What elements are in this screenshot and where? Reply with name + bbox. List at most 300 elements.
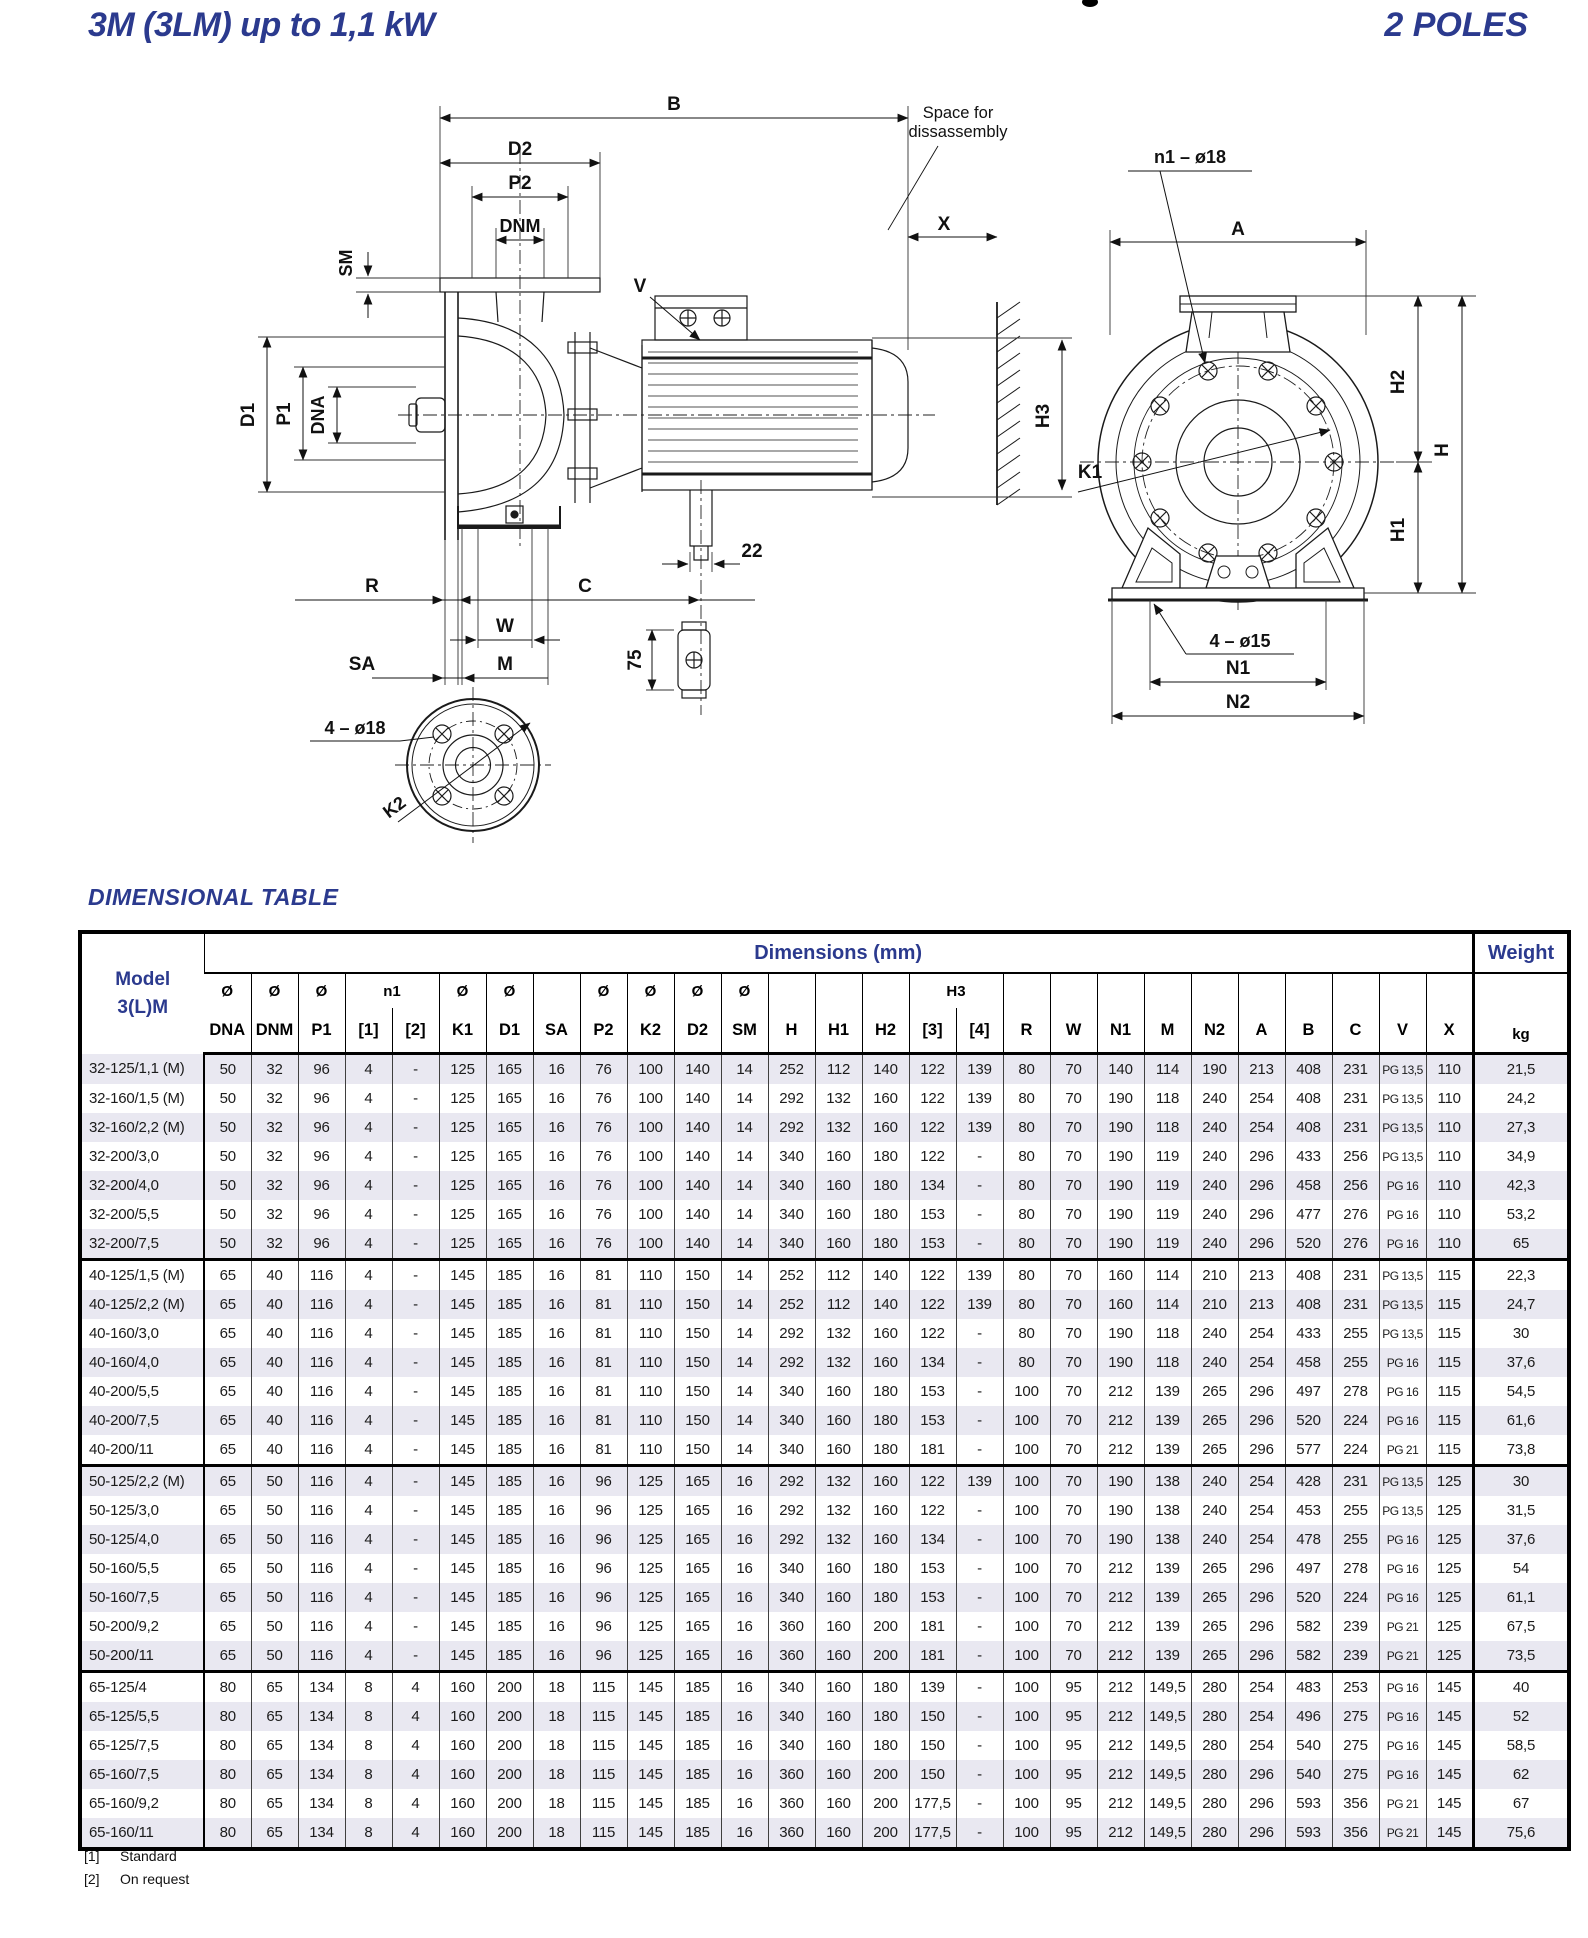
column-symbol-cell: [1191, 973, 1238, 1008]
table-cell: 212: [1097, 1731, 1144, 1760]
table-cell: 190: [1097, 1142, 1144, 1171]
table-cell: 16: [721, 1466, 768, 1497]
table-row: [80, 1496, 1569, 1525]
table-cell: 65: [204, 1583, 251, 1612]
weight-cell: 61,1: [1473, 1583, 1569, 1612]
column-symbol-cell: [768, 973, 815, 1008]
technical-drawings: [0, 0, 1588, 880]
table-cell: 100: [1003, 1818, 1050, 1849]
table-cell: 212: [1097, 1612, 1144, 1641]
table-cell: -: [392, 1435, 439, 1466]
model-cell: 32-160/2,2 (M): [80, 1113, 204, 1142]
model-column-header: [80, 932, 204, 1054]
table-cell: 265: [1191, 1554, 1238, 1583]
table-cell: 256: [1332, 1142, 1379, 1171]
table-cell: 239: [1332, 1612, 1379, 1641]
table-cell: PG 21: [1379, 1818, 1426, 1849]
table-cell: 16: [533, 1496, 580, 1525]
table-cell: 50: [204, 1200, 251, 1229]
table-cell: 340: [768, 1377, 815, 1406]
table-row: [80, 1641, 1569, 1672]
table-cell: 231: [1332, 1290, 1379, 1319]
table-cell: 116: [298, 1466, 345, 1497]
table-cell: 65: [204, 1466, 251, 1497]
table-row: [80, 1377, 1569, 1406]
table-cell: 140: [674, 1200, 721, 1229]
table-cell: 96: [298, 1171, 345, 1200]
table-cell: 115: [1426, 1406, 1473, 1435]
table-cell: 213: [1238, 1260, 1285, 1291]
dim-label-n1: N1: [1225, 658, 1251, 679]
table-cell: 520: [1285, 1229, 1332, 1260]
table-cell: 65: [204, 1290, 251, 1319]
column-symbol-cell: [1379, 973, 1426, 1008]
table-cell: 132: [815, 1113, 862, 1142]
table-cell: -: [956, 1496, 1003, 1525]
table-cell: 165: [486, 1113, 533, 1142]
table-cell: 145: [439, 1435, 486, 1466]
table-cell: 296: [1238, 1229, 1285, 1260]
table-cell: 140: [674, 1229, 721, 1260]
table-cell: 153: [909, 1229, 956, 1260]
table-row: [80, 1789, 1569, 1818]
table-cell: 265: [1191, 1406, 1238, 1435]
table-cell: 255: [1332, 1496, 1379, 1525]
weight-cell: 75,6: [1473, 1818, 1569, 1849]
table-cell: 292: [768, 1084, 815, 1113]
table-cell: 18: [533, 1731, 580, 1760]
table-cell: 212: [1097, 1672, 1144, 1703]
table-cell: 96: [298, 1054, 345, 1085]
table-cell: 32: [251, 1229, 298, 1260]
table-cell: 119: [1144, 1142, 1191, 1171]
table-cell: 139: [1144, 1435, 1191, 1466]
table-cell: 16: [533, 1319, 580, 1348]
table-cell: 65: [251, 1702, 298, 1731]
table-cell: 185: [674, 1702, 721, 1731]
table-cell: 145: [1426, 1760, 1473, 1789]
table-row: [80, 1054, 1569, 1085]
table-cell: 150: [674, 1406, 721, 1435]
table-cell: -: [956, 1789, 1003, 1818]
table-cell: 80: [204, 1702, 251, 1731]
table-cell: PG 16: [1379, 1406, 1426, 1435]
model-cell: 65-160/7,5: [80, 1760, 204, 1789]
table-cell: 145: [439, 1554, 486, 1583]
table-cell: 593: [1285, 1789, 1332, 1818]
table-cell: -: [392, 1583, 439, 1612]
table-cell: 125: [627, 1466, 674, 1497]
table-cell: 296: [1238, 1789, 1285, 1818]
table-row: [80, 1731, 1569, 1760]
table-cell: 116: [298, 1641, 345, 1672]
table-cell: 80: [1003, 1171, 1050, 1200]
table-cell: 160: [815, 1406, 862, 1435]
table-cell: 275: [1332, 1760, 1379, 1789]
table-cell: 276: [1332, 1200, 1379, 1229]
table-cell: 14: [721, 1229, 768, 1260]
table-cell: 139: [1144, 1406, 1191, 1435]
space-note-line1: Space for: [922, 104, 994, 122]
table-cell: 253: [1332, 1672, 1379, 1703]
table-row: [80, 1702, 1569, 1731]
table-cell: 165: [486, 1142, 533, 1171]
table-cell: 200: [486, 1760, 533, 1789]
table-cell: 96: [580, 1554, 627, 1583]
table-cell: 254: [1238, 1731, 1285, 1760]
table-cell: 4: [345, 1171, 392, 1200]
table-cell: 80: [204, 1760, 251, 1789]
table-cell: 296: [1238, 1760, 1285, 1789]
table-cell: 185: [674, 1818, 721, 1849]
table-cell: PG 16: [1379, 1229, 1426, 1260]
column-name-cell: A: [1238, 1008, 1285, 1054]
table-cell: PG 13,5: [1379, 1113, 1426, 1142]
table-cell: 65: [204, 1406, 251, 1435]
table-cell: 100: [1003, 1672, 1050, 1703]
table-cell: 16: [533, 1084, 580, 1113]
table-cell: 160: [815, 1435, 862, 1466]
table-cell: 190: [1097, 1200, 1144, 1229]
footnotes: [84, 1848, 189, 1894]
table-cell: 122: [909, 1054, 956, 1085]
table-cell: 180: [862, 1583, 909, 1612]
table-cell: 80: [1003, 1229, 1050, 1260]
table-cell: 428: [1285, 1466, 1332, 1497]
table-cell: 185: [486, 1260, 533, 1291]
table-cell: 125: [627, 1554, 674, 1583]
table-row: [80, 1435, 1569, 1466]
table-cell: 125: [1426, 1496, 1473, 1525]
table-cell: 139: [956, 1084, 1003, 1113]
table-cell: 185: [486, 1290, 533, 1319]
flange-holes-label: 4 – ø18: [324, 718, 386, 738]
table-cell: 4: [345, 1466, 392, 1497]
table-cell: 213: [1238, 1054, 1285, 1085]
table-cell: 149,5: [1144, 1702, 1191, 1731]
table-cell: 224: [1332, 1583, 1379, 1612]
table-cell: 165: [486, 1229, 533, 1260]
weight-unit-header: kg: [1473, 973, 1569, 1054]
table-cell: 212: [1097, 1702, 1144, 1731]
table-cell: 110: [1426, 1113, 1473, 1142]
table-cell: 125: [1426, 1554, 1473, 1583]
table-cell: 340: [768, 1672, 815, 1703]
table-cell: 14: [721, 1290, 768, 1319]
table-cell: 80: [1003, 1319, 1050, 1348]
table-cell: 122: [909, 1496, 956, 1525]
table-cell: 165: [674, 1641, 721, 1672]
model-cell: 50-200/9,2: [80, 1612, 204, 1641]
table-cell: -: [392, 1641, 439, 1672]
table-cell: 115: [1426, 1435, 1473, 1466]
table-cell: 140: [674, 1142, 721, 1171]
table-cell: 254: [1238, 1319, 1285, 1348]
table-cell: 16: [721, 1583, 768, 1612]
table-cell: 165: [674, 1583, 721, 1612]
table-cell: 70: [1050, 1554, 1097, 1583]
table-cell: 4: [345, 1377, 392, 1406]
table-cell: 212: [1097, 1760, 1144, 1789]
table-cell: 4: [345, 1554, 392, 1583]
table-cell: 296: [1238, 1612, 1285, 1641]
table-cell: 160: [815, 1142, 862, 1171]
table-cell: 145: [439, 1496, 486, 1525]
table-cell: 116: [298, 1525, 345, 1554]
table-cell: 200: [486, 1818, 533, 1849]
table-cell: 16: [533, 1377, 580, 1406]
table-cell: 212: [1097, 1435, 1144, 1466]
table-cell: 453: [1285, 1496, 1332, 1525]
table-cell: 139: [956, 1054, 1003, 1085]
table-row: [80, 1612, 1569, 1641]
table-cell: 180: [862, 1731, 909, 1760]
table-cell: 40: [251, 1377, 298, 1406]
table-cell: 265: [1191, 1377, 1238, 1406]
table-cell: 81: [580, 1319, 627, 1348]
column-symbol-cell: Ø: [298, 973, 345, 1008]
table-cell: -: [956, 1672, 1003, 1703]
table-cell: 70: [1050, 1260, 1097, 1291]
table-cell: 185: [486, 1377, 533, 1406]
table-cell: 181: [909, 1612, 956, 1641]
table-cell: 16: [533, 1200, 580, 1229]
table-cell: -: [392, 1406, 439, 1435]
table-cell: 70: [1050, 1525, 1097, 1554]
weight-cell: 73,8: [1473, 1435, 1569, 1466]
table-cell: 32: [251, 1054, 298, 1085]
dim-label-w: W: [496, 616, 514, 637]
model-cell: 40-125/1,5 (M): [80, 1260, 204, 1291]
weight-cell: 67,5: [1473, 1612, 1569, 1641]
table-cell: 70: [1050, 1084, 1097, 1113]
table-cell: -: [956, 1525, 1003, 1554]
table-cell: -: [956, 1583, 1003, 1612]
table-cell: 80: [204, 1731, 251, 1760]
table-cell: 408: [1285, 1260, 1332, 1291]
table-cell: 200: [486, 1789, 533, 1818]
table-cell: 16: [533, 1435, 580, 1466]
table-row: [80, 1142, 1569, 1171]
table-cell: 4: [345, 1290, 392, 1319]
table-cell: 4: [345, 1583, 392, 1612]
column-name-cell: N1: [1097, 1008, 1144, 1054]
weight-cell: 53,2: [1473, 1200, 1569, 1229]
table-cell: 292: [768, 1319, 815, 1348]
table-cell: -: [956, 1702, 1003, 1731]
table-cell: 150: [674, 1348, 721, 1377]
model-cell: 50-160/7,5: [80, 1583, 204, 1612]
table-cell: 81: [580, 1290, 627, 1319]
table-cell: 276: [1332, 1229, 1379, 1260]
table-cell: 145: [627, 1760, 674, 1789]
table-cell: 296: [1238, 1641, 1285, 1672]
table-cell: 112: [815, 1054, 862, 1085]
table-cell: 110: [1426, 1084, 1473, 1113]
table-cell: 254: [1238, 1525, 1285, 1554]
table-cell: 4: [345, 1054, 392, 1085]
table-cell: 50: [251, 1641, 298, 1672]
column-name-cell: N2: [1191, 1008, 1238, 1054]
table-cell: 115: [580, 1672, 627, 1703]
table-cell: 16: [533, 1229, 580, 1260]
table-cell: 65: [204, 1496, 251, 1525]
table-cell: 76: [580, 1084, 627, 1113]
table-cell: 185: [486, 1583, 533, 1612]
dim-label-c: C: [578, 576, 592, 597]
table-cell: 360: [768, 1760, 815, 1789]
table-cell: 4: [392, 1731, 439, 1760]
column-name-cell: SA: [533, 1008, 580, 1054]
table-cell: 224: [1332, 1435, 1379, 1466]
table-cell: 256: [1332, 1171, 1379, 1200]
table-cell: 145: [439, 1377, 486, 1406]
table-cell: PG 16: [1379, 1171, 1426, 1200]
table-cell: 100: [627, 1142, 674, 1171]
table-cell: 520: [1285, 1406, 1332, 1435]
column-name-cell: W: [1050, 1008, 1097, 1054]
dim-label-d1: D1: [238, 402, 259, 428]
column-name-cell: H2: [862, 1008, 909, 1054]
table-cell: 95: [1050, 1702, 1097, 1731]
table-cell: 112: [815, 1290, 862, 1319]
table-cell: 119: [1144, 1229, 1191, 1260]
table-cell: 582: [1285, 1612, 1332, 1641]
model-cell: 50-125/3,0: [80, 1496, 204, 1525]
table-cell: 125: [1426, 1466, 1473, 1497]
table-cell: 116: [298, 1435, 345, 1466]
table-cell: 340: [768, 1142, 815, 1171]
table-cell: 165: [674, 1496, 721, 1525]
column-name-cell: H: [768, 1008, 815, 1054]
footnote-2-text: On request: [120, 1871, 190, 1887]
table-cell: 16: [533, 1612, 580, 1641]
column-name-cell: [1]: [345, 1008, 392, 1054]
table-cell: 96: [298, 1229, 345, 1260]
table-cell: 185: [486, 1406, 533, 1435]
table-cell: 4: [345, 1641, 392, 1672]
table-cell: 200: [862, 1818, 909, 1849]
table-cell: 139: [956, 1466, 1003, 1497]
base-holes-label: 4 – ø15: [1209, 631, 1271, 651]
table-cell: 70: [1050, 1113, 1097, 1142]
table-cell: -: [956, 1377, 1003, 1406]
table-cell: 240: [1191, 1319, 1238, 1348]
model-cell: 50-125/4,0: [80, 1525, 204, 1554]
column-symbol-cell: [815, 973, 862, 1008]
table-cell: 4: [345, 1406, 392, 1435]
dim-label-k1: K1: [1077, 462, 1103, 483]
table-cell: -: [956, 1641, 1003, 1672]
table-cell: 16: [533, 1113, 580, 1142]
table-cell: 150: [674, 1290, 721, 1319]
table-cell: 4: [345, 1229, 392, 1260]
table-cell: 115: [1426, 1290, 1473, 1319]
table-cell: 110: [1426, 1200, 1473, 1229]
table-cell: 185: [674, 1672, 721, 1703]
column-symbol-cell: [1332, 973, 1379, 1008]
table-cell: 160: [1097, 1290, 1144, 1319]
table-cell: 149,5: [1144, 1760, 1191, 1789]
weight-cell: 37,6: [1473, 1348, 1569, 1377]
dim-label-dnm: DNM: [499, 216, 541, 236]
table-cell: 190: [1097, 1466, 1144, 1497]
table-cell: 254: [1238, 1466, 1285, 1497]
table-cell: -: [956, 1319, 1003, 1348]
table-cell: 265: [1191, 1612, 1238, 1641]
table-cell: -: [392, 1525, 439, 1554]
table-cell: 134: [909, 1525, 956, 1554]
model-cell: 32-200/7,5: [80, 1229, 204, 1260]
table-cell: 116: [298, 1554, 345, 1583]
table-cell: 81: [580, 1435, 627, 1466]
table-cell: 18: [533, 1672, 580, 1703]
weight-cell: 67: [1473, 1789, 1569, 1818]
table-cell: 231: [1332, 1054, 1379, 1085]
table-cell: 200: [862, 1641, 909, 1672]
table-cell: 212: [1097, 1406, 1144, 1435]
table-cell: 65: [204, 1348, 251, 1377]
table-cell: 8: [345, 1760, 392, 1789]
table-cell: 165: [486, 1084, 533, 1113]
dim-label-m: M: [497, 654, 513, 675]
model-cell: 32-125/1,1 (M): [80, 1054, 204, 1085]
table-cell: 32: [251, 1084, 298, 1113]
table-cell: 497: [1285, 1554, 1332, 1583]
table-cell: 275: [1332, 1731, 1379, 1760]
table-cell: 132: [815, 1525, 862, 1554]
table-cell: 180: [862, 1702, 909, 1731]
table-cell: 483: [1285, 1672, 1332, 1703]
table-cell: 160: [815, 1583, 862, 1612]
table-cell: PG 16: [1379, 1200, 1426, 1229]
table-cell: 125: [627, 1641, 674, 1672]
table-cell: 496: [1285, 1702, 1332, 1731]
table-cell: 165: [674, 1525, 721, 1554]
footnote-1: [84, 1848, 189, 1864]
footnote-1-ref: [1]: [84, 1848, 100, 1864]
table-cell: 95: [1050, 1760, 1097, 1789]
table-cell: 212: [1097, 1583, 1144, 1612]
table-cell: 14: [721, 1054, 768, 1085]
table-cell: 100: [1003, 1702, 1050, 1731]
table-cell: 110: [1426, 1229, 1473, 1260]
table-cell: 70: [1050, 1583, 1097, 1612]
column-name-cell: P1: [298, 1008, 345, 1054]
table-cell: 115: [580, 1818, 627, 1849]
table-cell: 458: [1285, 1171, 1332, 1200]
table-cell: 275: [1332, 1702, 1379, 1731]
table-cell: 593: [1285, 1818, 1332, 1849]
table-cell: 340: [768, 1406, 815, 1435]
table-cell: 160: [862, 1113, 909, 1142]
table-cell: 18: [533, 1789, 580, 1818]
table-cell: 296: [1238, 1200, 1285, 1229]
table-body: [80, 1054, 1569, 1850]
table-cell: 296: [1238, 1554, 1285, 1583]
table-cell: 153: [909, 1200, 956, 1229]
table-cell: 16: [721, 1641, 768, 1672]
table-cell: 139: [956, 1260, 1003, 1291]
table-cell: PG 13,5: [1379, 1496, 1426, 1525]
table-cell: 100: [1003, 1377, 1050, 1406]
table-cell: 116: [298, 1290, 345, 1319]
table-cell: 118: [1144, 1113, 1191, 1142]
table-cell: 100: [1003, 1789, 1050, 1818]
table-cell: 240: [1191, 1229, 1238, 1260]
table-cell: 32: [251, 1171, 298, 1200]
column-name-cell: P2: [580, 1008, 627, 1054]
